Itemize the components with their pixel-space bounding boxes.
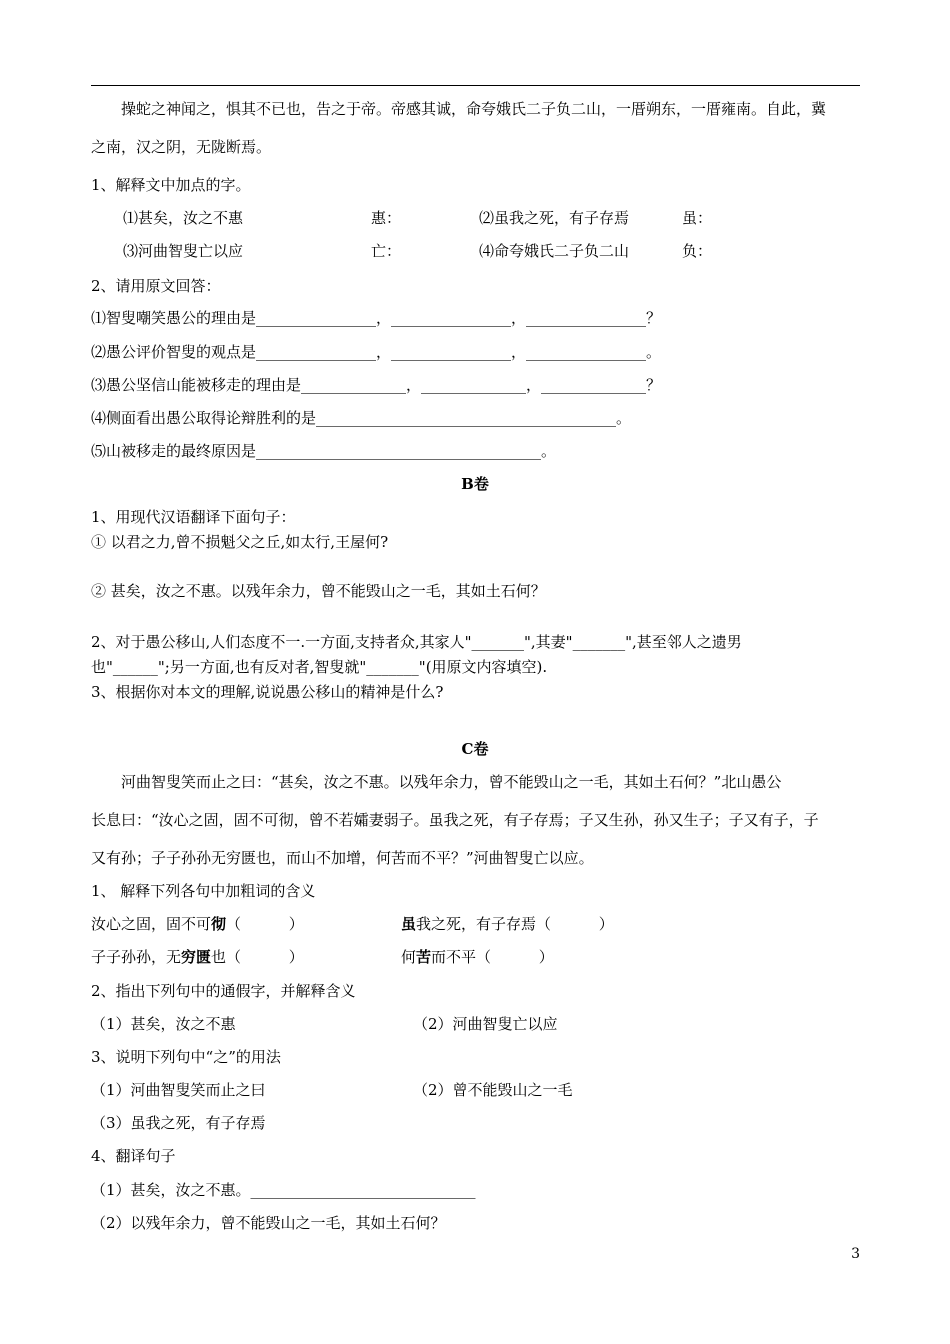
question-item: ⑷命夸娥氏二子负二山	[479, 242, 630, 260]
question-item: （1）河曲智叟笑而止之曰	[91, 1081, 266, 1099]
question-2: 2、请用原文回答：	[91, 277, 221, 295]
word-text: 我之死，有子存焉（ ）	[416, 915, 614, 933]
answer-label: 惠：	[371, 209, 402, 227]
question-item: （3）虽我之死，有子存焉	[91, 1114, 266, 1132]
page-number: 3	[851, 1246, 860, 1262]
passage-line: 长息曰：“汝心之固，固不可彻，曾不若孀妻弱子。虽我之死，有子存焉；子又生孙，孙又生子；子又有子，子	[91, 811, 819, 829]
section-title-c: C卷	[461, 740, 489, 758]
passage-line: 河曲智叟笑而止之曰：“甚矣，汝之不惠。以残年余力，曾不能毁山之一毛，其如土石何？”北山愚公	[121, 773, 782, 791]
question-item: ① 以君之力,曾不损魁父之丘,如太行,王屋何?	[91, 533, 389, 551]
question-1: 1、 解释下列各句中加粗词的含义	[91, 882, 316, 900]
word-blank: 而不平（ ）	[431, 948, 554, 966]
word-blank: （ ）	[226, 915, 304, 933]
question-1: 1、用现代汉语翻译下面句子：	[91, 508, 296, 526]
fill-blank-line: ⑸山被移走的最终原因是______________________________________。	[91, 442, 557, 460]
bold-word: 彻	[211, 915, 227, 933]
passage-line: 又有孙；子子孙孙无穷匮也，而山不加增，何苦而不平？”河曲智叟亡以应。	[91, 849, 594, 867]
passage-line: 操蛇之神闻之，惧其不已也，告之于帝。帝感其诚，命夸娥氏二子负二山，一厝朔东，一厝雍南。自此，冀	[121, 100, 827, 118]
question-2-cont: 也"______";另一方面,也有反对者,智叟就"_______"(用原文内容填空).	[91, 658, 548, 676]
word-item	[401, 914, 614, 934]
question-3: 3、说明下列句中“之”的用法	[91, 1048, 281, 1066]
question-item: ⑵虽我之死，有子存焉	[479, 209, 630, 227]
fill-blank-line: ⑶愚公坚信山能被移走的理由是______________，______________，______________？	[91, 376, 662, 394]
answer-label: 亡：	[371, 242, 402, 260]
question-item: （1）甚矣，汝之不惠	[91, 1015, 236, 1033]
word-text: 子子孙孙，无	[91, 948, 182, 966]
question-3: 3、根据你对本文的理解,说说愚公移山的精神是什么?	[91, 683, 444, 701]
word-blank: 也（ ）	[211, 948, 304, 966]
question-2: 2、指出下列句中的通假字，并解释含义	[91, 982, 356, 1000]
word-text: 汝心之固，固不可	[91, 915, 212, 933]
fill-blank-line: ⑴智叟嘲笑愚公的理由是________________，________________，________________？	[91, 309, 662, 327]
passage-line: 之南，汉之阴，无陇断焉。	[91, 138, 272, 156]
bold-word: 穷匮	[181, 948, 212, 966]
section-title-b: B卷	[461, 475, 489, 493]
question-item: ② 甚矣，汝之不惠。以残年余力，曾不能毁山之一毛，其如土石何？	[91, 582, 546, 600]
answer-label: 虽：	[682, 209, 713, 227]
bold-word: 虽	[401, 915, 417, 933]
question-item: （1）甚矣，汝之不惠。______________________________	[91, 1181, 476, 1199]
question-item: （2）河曲智叟亡以应	[413, 1015, 558, 1033]
fill-blank-line: ⑵愚公评价智叟的观点是________________，________________，________________。	[91, 343, 662, 361]
answer-label: 负：	[682, 242, 713, 260]
fill-blank-line: ⑷侧面看出愚公取得论辩胜利的是________________________________________。	[91, 409, 632, 427]
word-text: 何	[401, 948, 417, 966]
question-item: （2）以残年余力，曾不能毁山之一毛，其如土石何？	[91, 1214, 446, 1232]
bold-word: 苦	[416, 948, 432, 966]
top-rule	[91, 85, 860, 86]
word-item	[401, 947, 554, 967]
question-item: （2）曾不能毁山之一毛	[413, 1081, 573, 1099]
word-item	[91, 947, 304, 967]
question-1: 1、解释文中加点的字。	[91, 176, 251, 194]
question-item: ⑴甚矣，汝之不惠	[123, 209, 244, 227]
question-item: ⑶河曲智叟亡以应	[123, 242, 244, 260]
question-2: 2、对于愚公移山,人们态度不一.一方面,支持者众,其家人"_______",其妻"_______",甚至邻人之遗男	[91, 633, 742, 651]
question-4: 4、翻译句子	[91, 1147, 176, 1165]
word-item	[91, 914, 304, 934]
